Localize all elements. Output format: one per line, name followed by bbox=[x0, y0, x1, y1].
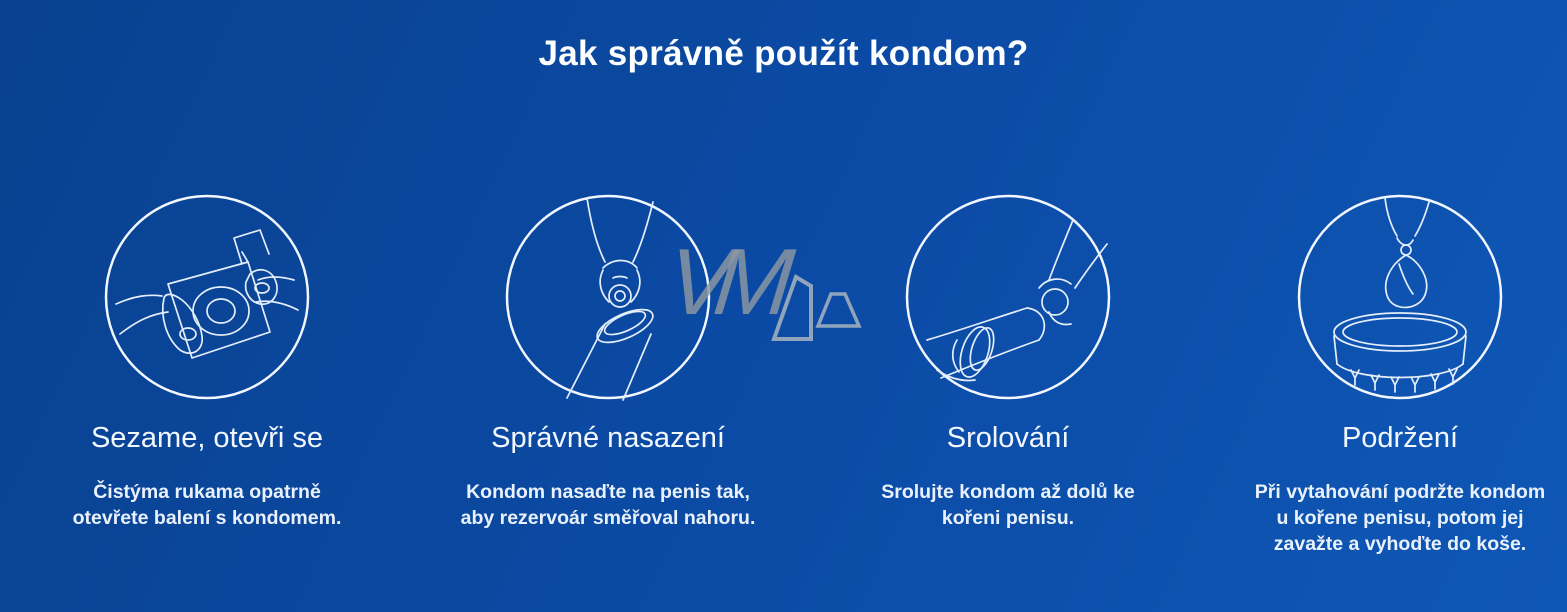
desc-line: u kořene penisu, potom jej bbox=[1276, 507, 1524, 529]
roll-down-illustration bbox=[903, 192, 1113, 402]
step-heading: Srolování bbox=[946, 422, 1070, 454]
step-correct-placement bbox=[418, 192, 798, 531]
desc-line: Čistýma rukama opatrně bbox=[93, 481, 321, 503]
step-description bbox=[818, 479, 1198, 531]
page-title: Jak správně použít kondom? bbox=[538, 34, 1029, 73]
desc-line: otevřete balení s kondomem. bbox=[72, 507, 342, 529]
desc-line: aby rezervoár směřoval nahoru. bbox=[460, 507, 756, 529]
step-description bbox=[1210, 479, 1567, 557]
desc-line: Kondom nasaďte na penis tak, bbox=[466, 481, 750, 503]
step-description bbox=[17, 479, 397, 531]
vmd-watermark-letters: VM bbox=[662, 229, 783, 334]
step-heading: Sezame, otevři se bbox=[90, 422, 324, 454]
desc-line: Při vytahování podržte kondom bbox=[1254, 481, 1546, 503]
desc-line: zavažte a vyhoďte do koše. bbox=[1273, 533, 1527, 555]
step-heading: Podržení bbox=[1341, 422, 1459, 454]
step-heading: Správné nasazení bbox=[491, 422, 725, 454]
step-hold-dispose bbox=[1210, 192, 1567, 557]
dispose-in-basket-illustration bbox=[1295, 192, 1505, 402]
step-open-package bbox=[17, 192, 397, 531]
step-description bbox=[418, 479, 798, 531]
open-package-illustration bbox=[102, 192, 312, 402]
step-roll-down bbox=[818, 192, 1198, 531]
desc-line: Srolujte kondom až dolů ke bbox=[881, 481, 1135, 503]
desc-line: kořeni penisu. bbox=[941, 507, 1075, 529]
put-on-condom-illustration bbox=[503, 192, 713, 402]
